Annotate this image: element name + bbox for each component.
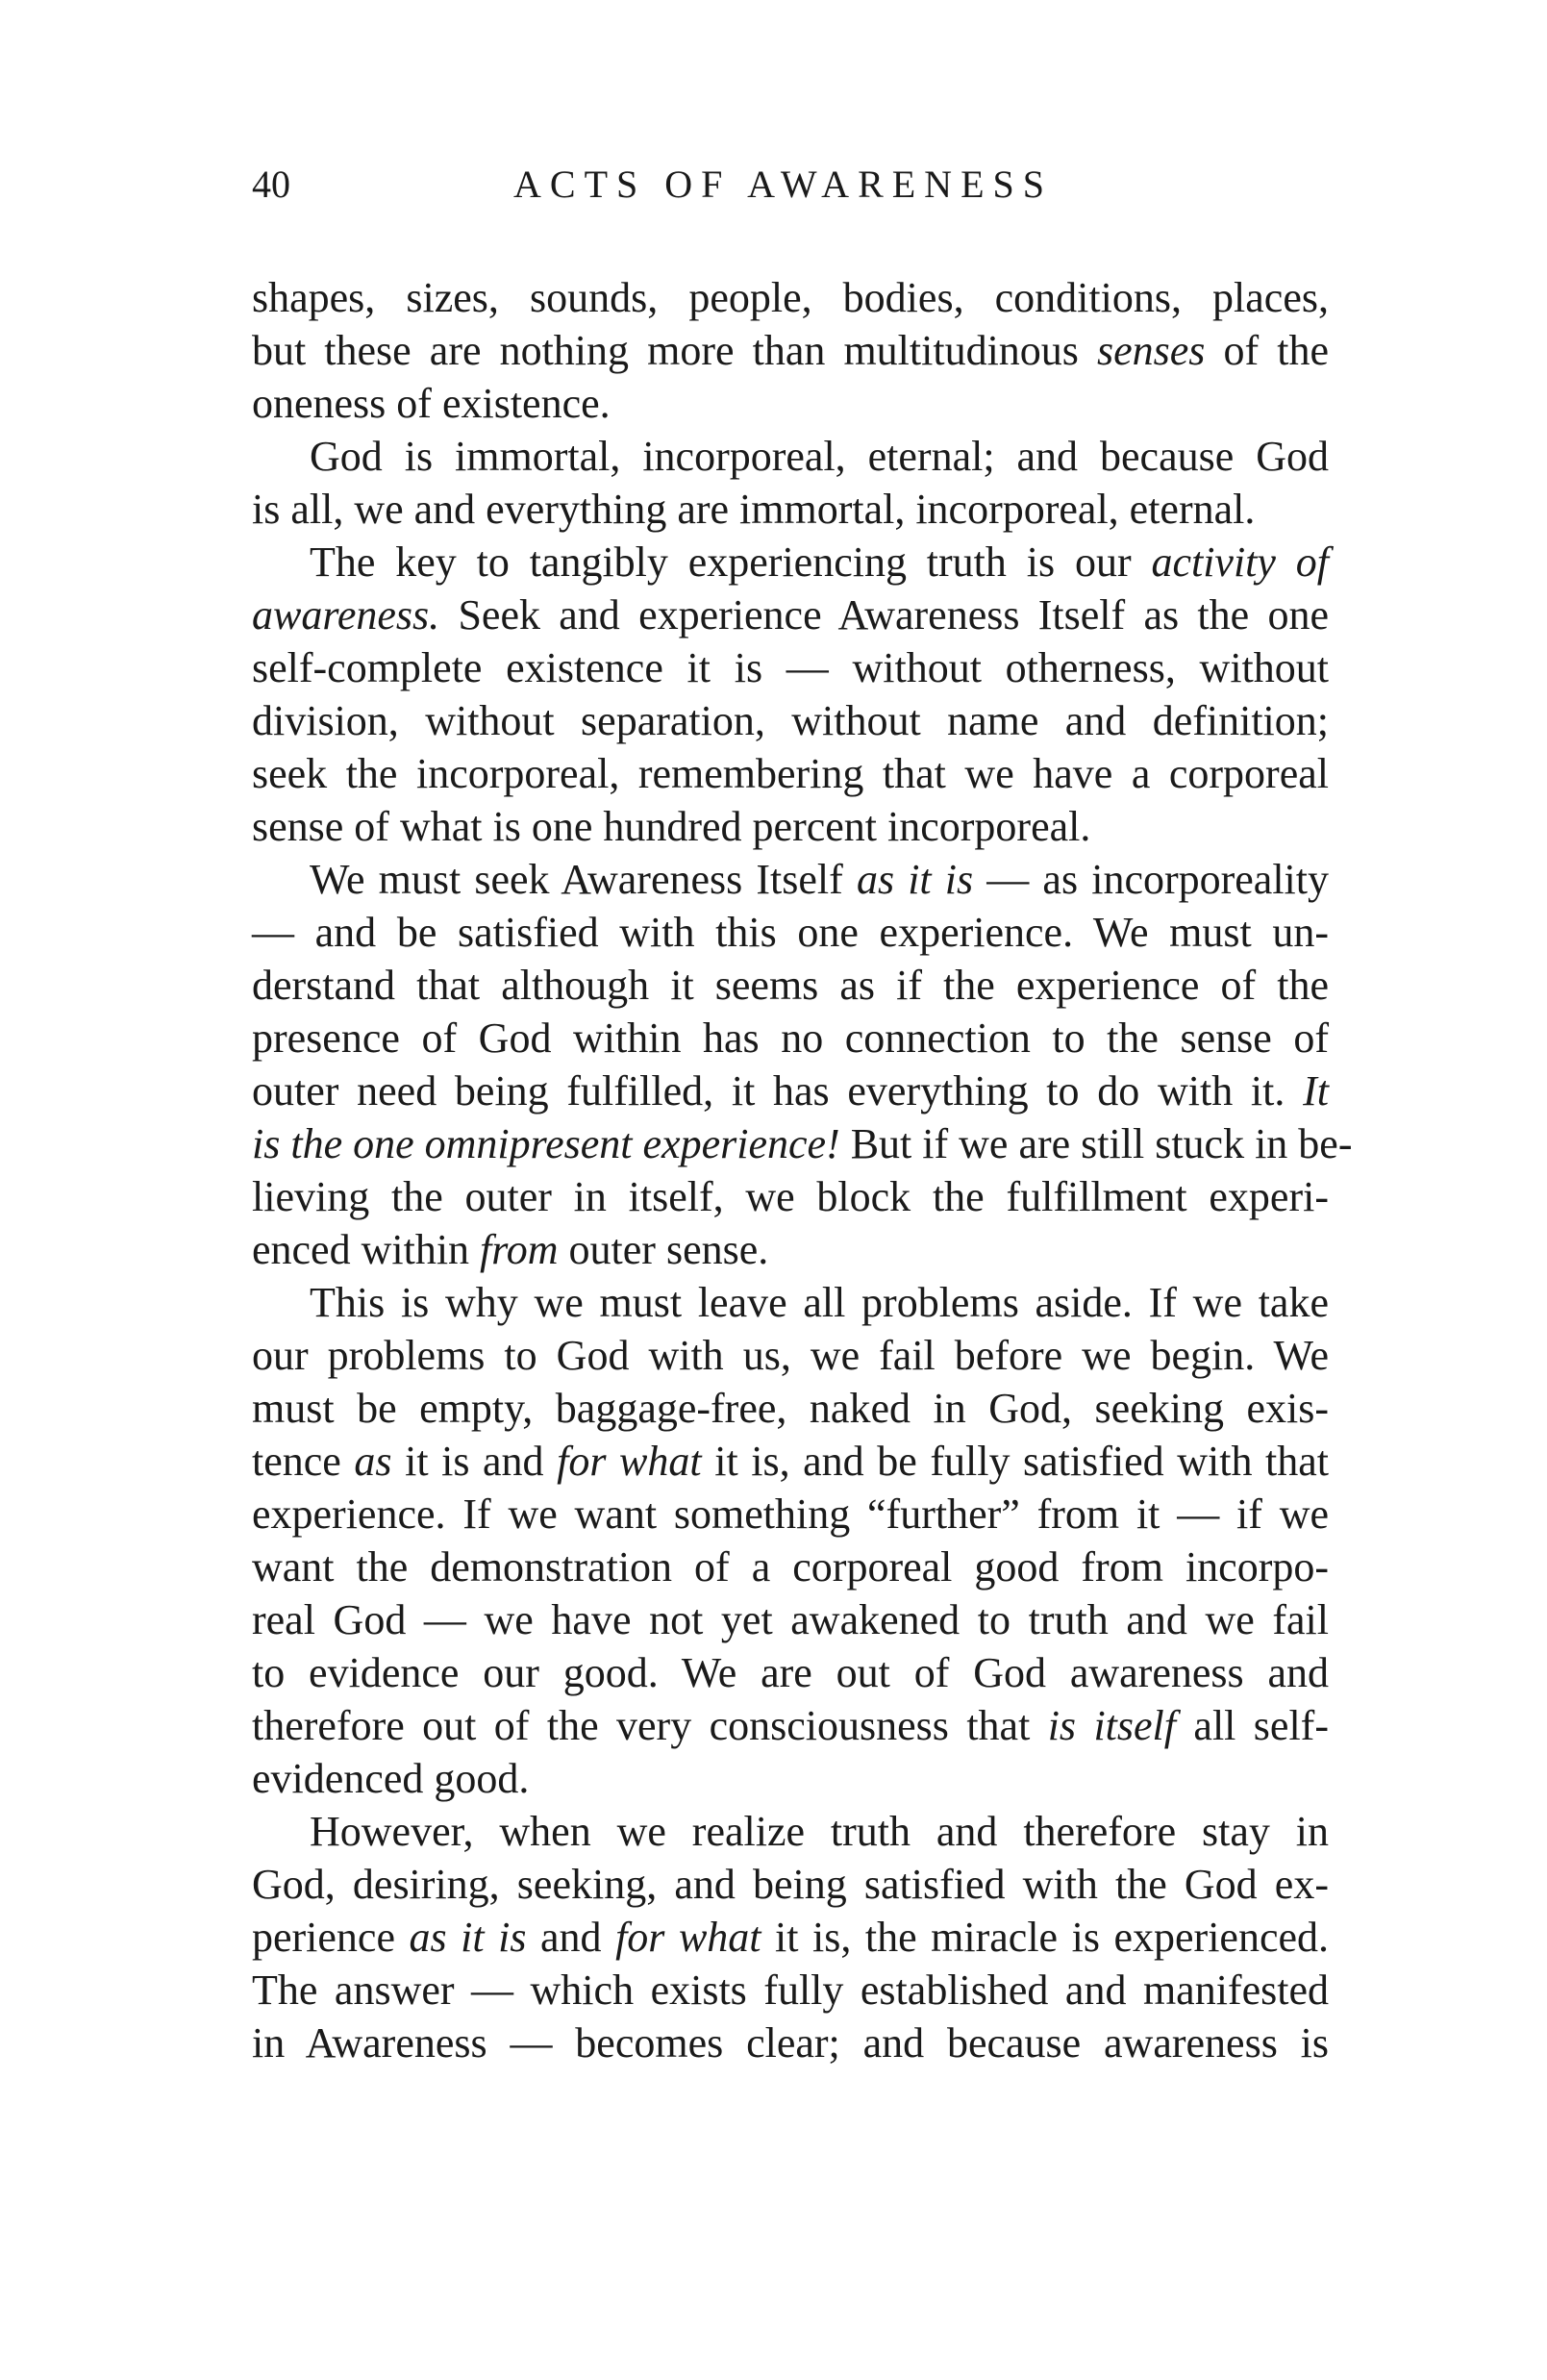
text-segment: perience: [252, 1914, 410, 1961]
text-line: [252, 959, 1329, 1012]
text-line: [252, 1541, 1329, 1593]
text-segment: of the: [1205, 327, 1330, 374]
text-segment: it is, and be fully satisfied with that: [701, 1438, 1330, 1485]
text-segment: shapes, sizes, sounds, people, bodies, conditions, places,: [252, 274, 1329, 321]
page-number: 40: [252, 163, 290, 206]
book-title: ACTS OF AWARENESS: [513, 163, 1053, 206]
text-segment: seek the incorporeal, remembering that we have a corporeal: [252, 750, 1329, 797]
text-line: [252, 641, 1329, 694]
text-segment: lieving the outer in itself, we block the fulfillment experi-: [252, 1173, 1329, 1220]
text-segment: and: [526, 1914, 616, 1961]
text-segment: it is and: [391, 1438, 558, 1485]
text-line: [252, 1964, 1329, 2017]
text-segment: our problems to God with us, we fail before we begin. We: [252, 1332, 1329, 1379]
text-line: [252, 430, 1329, 483]
text-segment: — and be satisfied with this one experience. We must un-: [252, 909, 1329, 956]
text-line: [252, 1117, 1353, 1170]
italic-text: It: [1303, 1067, 1329, 1115]
italic-text: is the one omnipresent experience!: [252, 1120, 840, 1167]
text-segment: But if we are still stuck in be-: [839, 1120, 1353, 1167]
text-segment: However, when we realize truth and therefore stay in: [310, 1808, 1329, 1855]
text-segment: therefore out of the very consciousness that: [252, 1702, 1048, 1749]
text-segment: enced within: [252, 1226, 481, 1273]
text-segment: The answer — which exists fully established and manifested: [252, 1967, 1329, 2014]
text-line: [252, 694, 1329, 747]
text-segment: tence: [252, 1438, 355, 1485]
text-line: [252, 800, 1329, 853]
running-head: [252, 156, 1329, 213]
text-line: [252, 1223, 1329, 1276]
text-line: [252, 1646, 1329, 1699]
italic-text: awareness.: [252, 591, 440, 639]
text-line: [252, 1911, 1329, 1964]
text-segment: outer sense.: [558, 1226, 769, 1273]
text-segment: it is, the miracle is experienced.: [761, 1914, 1330, 1961]
text-line: [252, 324, 1329, 377]
text-segment: outer need being fulfilled, it has everything to do with it.: [252, 1067, 1304, 1115]
text-line: [252, 1276, 1329, 1329]
text-segment: in Awareness — becomes clear; and because awareness is: [252, 2019, 1329, 2067]
text-segment: God is immortal, incorporeal, eternal; and because God: [310, 433, 1329, 480]
italic-text: for what: [557, 1438, 702, 1485]
text-segment: experience. If we want something “further” from it — if we: [252, 1491, 1329, 1538]
text-line: [252, 1858, 1329, 1911]
text-segment: to evidence our good. We are out of God awareness and: [252, 1649, 1329, 1696]
text-segment: God, desiring, seeking, and being satisfied with the God ex-: [252, 1861, 1329, 1908]
text-segment: The key to tangibly experiencing truth is our: [310, 539, 1152, 586]
text-line: [252, 589, 1329, 641]
italic-text: from: [480, 1226, 559, 1273]
italic-text: as it is: [409, 1914, 527, 1961]
text-segment: This is why we must leave all problems aside. If we take: [310, 1279, 1329, 1326]
text-line: [252, 1065, 1329, 1117]
text-line: [252, 1699, 1329, 1752]
text-line: [252, 377, 1329, 430]
text-line: [252, 853, 1329, 906]
italic-text: is itself: [1047, 1702, 1177, 1749]
italic-text: senses: [1097, 327, 1206, 374]
text-segment: is all, we and everything are immortal, incorporeal, eternal.: [252, 486, 1256, 533]
text-segment: must be empty, baggage-free, naked in God, seeking exis-: [252, 1385, 1329, 1432]
text-line: [252, 2017, 1329, 2069]
text-segment: all self-: [1176, 1702, 1329, 1749]
text-segment: division, without separation, without name and definition;: [252, 697, 1329, 744]
text-segment: derstand that although it seems as if the experience of the: [252, 962, 1329, 1009]
text-segment: oneness of existence.: [252, 380, 611, 427]
text-segment: Seek and experience Awareness Itself as the one: [439, 591, 1329, 639]
text-segment: evidenced good.: [252, 1755, 530, 1802]
text-line: [252, 1488, 1329, 1541]
text-line: [252, 1382, 1329, 1435]
text-segment: self-complete existence it is — without otherness, without: [252, 644, 1329, 691]
text-line: [252, 1593, 1329, 1646]
italic-text: as: [354, 1438, 392, 1485]
italic-text: activity of: [1151, 539, 1329, 586]
text-line: [252, 271, 1329, 324]
italic-text: for what: [615, 1914, 761, 1961]
text-line: [252, 1329, 1329, 1382]
text-line: [252, 1170, 1329, 1223]
text-segment: presence of God within has no connection to the sense of: [252, 1015, 1329, 1062]
text-segment: but these are nothing more than multitudinous: [252, 327, 1097, 374]
text-segment: want the demonstration of a corporeal good from incorpo-: [252, 1543, 1329, 1591]
text-line: [252, 536, 1329, 589]
text-segment: sense of what is one hundred percent incorporeal.: [252, 803, 1091, 850]
text-line: [252, 483, 1329, 536]
text-segment: We must seek Awareness Itself: [310, 856, 857, 903]
text-line: [252, 906, 1329, 959]
text-line: [252, 747, 1329, 800]
text-segment: — as incorporeality: [973, 856, 1330, 903]
text-line: [252, 1435, 1329, 1488]
body-text: [252, 271, 1353, 2069]
text-segment: real God — we have not yet awakened to truth and we fail: [252, 1596, 1329, 1643]
italic-text: as it is: [856, 856, 974, 903]
text-line: [252, 1805, 1329, 1858]
text-line: [252, 1012, 1329, 1065]
text-line: [252, 1752, 1329, 1805]
